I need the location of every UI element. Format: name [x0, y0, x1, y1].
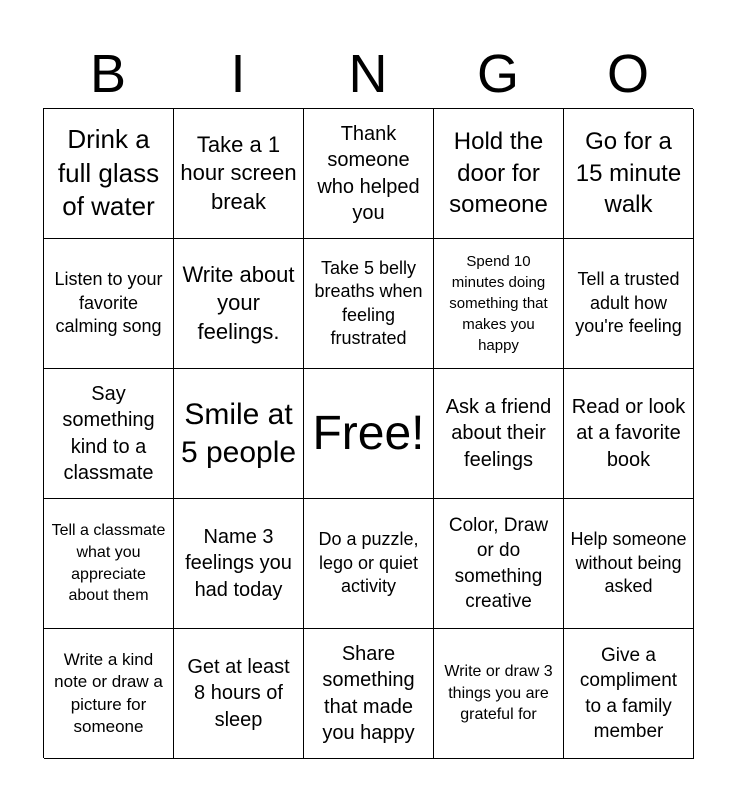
bingo-cell-r5c1[interactable] — [44, 629, 174, 759]
bingo-cell-r5c4[interactable] — [434, 629, 564, 759]
bingo-cell-r1c2[interactable] — [174, 109, 304, 239]
bingo-cell-r4c2[interactable] — [174, 499, 304, 629]
header-letter-b: B — [89, 44, 127, 104]
bingo-cell-r5c3[interactable] — [304, 629, 434, 759]
bingo-header — [43, 40, 693, 108]
cell-text: Write about your feelings. — [182, 261, 295, 344]
cell-text: Ask a friend about their feelings — [445, 395, 552, 471]
bingo-cell-r2c2[interactable] — [174, 239, 304, 369]
cell-text: Take a 1 hour screen break — [180, 131, 297, 214]
cell-text: Tell a trusted adult how you're feeling — [575, 269, 682, 337]
cell-text: Smile at 5 people — [180, 398, 297, 469]
bingo-cell-r2c1[interactable] — [44, 239, 174, 369]
cell-text: Write or draw 3 things you are grateful for — [444, 663, 553, 724]
bingo-cell-r4c5[interactable] — [564, 499, 694, 629]
cell-text: Spend 10 minutes doing something that makes you happy — [449, 253, 548, 354]
bingo-cell-r1c1[interactable] — [44, 109, 174, 239]
cell-text: Hold the door for someone — [449, 127, 548, 219]
bingo-cell-r4c3[interactable] — [304, 499, 434, 629]
bingo-cell-free[interactable] — [304, 369, 434, 499]
bingo-cell-r3c1[interactable] — [44, 369, 174, 499]
cell-text: Go for a 15 minute walk — [575, 127, 682, 219]
cell-text: Listen to your favorite calming song — [54, 269, 163, 337]
cell-text: Do a puzzle, lego or quiet activity — [318, 529, 419, 597]
bingo-cell-r3c2[interactable] — [174, 369, 304, 499]
cell-text: Free! — [312, 406, 425, 460]
bingo-cell-r3c5[interactable] — [564, 369, 694, 499]
cell-text: Color, Draw or do something creative — [448, 515, 549, 612]
header-letter-g: G — [476, 44, 519, 104]
cell-text: Write a kind note or draw a picture for someone — [54, 650, 163, 736]
cell-text: Thank someone who helped you — [317, 122, 420, 224]
cell-text: Say something kind to a classmate — [62, 382, 155, 484]
bingo-cell-r1c3[interactable] — [304, 109, 434, 239]
cell-text: Name 3 feelings you had today — [185, 525, 292, 601]
header-letter-n: N — [348, 44, 388, 104]
bingo-cell-r5c2[interactable] — [174, 629, 304, 759]
cell-text: Give a compliment to a family member — [579, 645, 678, 742]
cell-text: Share something that made you happy — [322, 642, 415, 744]
bingo-cell-r4c1[interactable] — [44, 499, 174, 629]
bingo-cell-r2c5[interactable] — [564, 239, 694, 369]
header-letter-i: I — [230, 44, 246, 104]
bingo-cell-r2c4[interactable] — [434, 239, 564, 369]
bingo-board — [43, 108, 693, 758]
bingo-cell-r4c4[interactable] — [434, 499, 564, 629]
header-letter-o: O — [606, 44, 649, 104]
bingo-cell-r5c5[interactable] — [564, 629, 694, 759]
bingo-cell-r1c5[interactable] — [564, 109, 694, 239]
cell-text: Drink a full glass of water — [57, 123, 160, 222]
cell-text: Tell a classmate what you appreciate about them — [51, 522, 166, 605]
bingo-cell-r1c4[interactable] — [434, 109, 564, 239]
cell-text: Help someone without being asked — [570, 529, 687, 597]
bingo-cell-r2c3[interactable] — [304, 239, 434, 369]
bingo-cell-r3c4[interactable] — [434, 369, 564, 499]
cell-text: Take 5 belly breaths when feeling frustrated — [314, 257, 423, 348]
cell-text: Get at least 8 hours of sleep — [187, 655, 290, 731]
cell-text: Read or look at a favorite book — [571, 395, 686, 471]
